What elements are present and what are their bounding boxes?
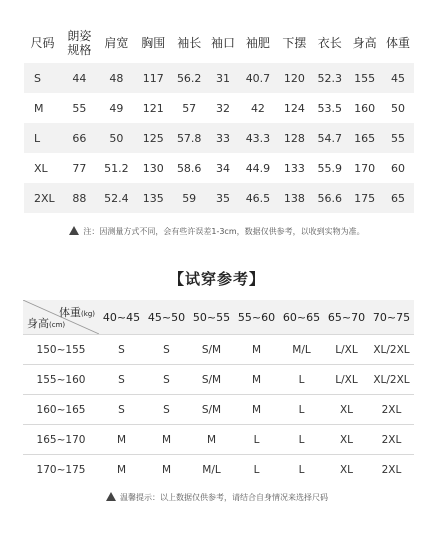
size-cell: L [24,123,61,153]
recommended-size-cell: XL [324,424,369,454]
size-cell: 58.6 [172,153,207,183]
size-row [24,183,414,213]
size-cell: 35 [207,183,240,213]
recommended-size-cell: M [234,334,279,364]
size-cell: 55 [382,123,414,153]
size-cell: 53.5 [312,93,347,123]
size-cell: 125 [135,123,172,153]
size-cell: 56.6 [312,183,347,213]
size-cell: 45 [382,63,414,93]
recommended-size-cell: L [279,424,324,454]
size-header-cell: 袖长 [177,35,202,50]
try-row [23,424,414,454]
size-cell: 65 [382,183,414,213]
size-cell: 40.7 [239,63,276,93]
recommended-size-cell: L [279,364,324,394]
recommended-size-cell: 2XL [369,394,414,424]
recommended-size-cell: S/M [189,364,234,394]
recommended-size-cell: M [144,454,189,484]
recommended-size-cell: L [234,424,279,454]
recommended-size-cell: S [99,364,144,394]
size-cell: 44.9 [239,153,276,183]
size-cell: 32 [207,93,240,123]
size-cell: 77 [61,153,98,183]
size-cell: 128 [276,123,312,153]
size-table-body [24,63,414,213]
weight-header-cell: 60~65 [279,300,324,334]
size-cell: 121 [135,93,172,123]
size-cell: 59 [172,183,207,213]
recommended-size-cell: XL/2XL [369,364,414,394]
recommended-size-cell: L/XL [324,334,369,364]
size-header-cell: 袖肥 [245,35,270,50]
recommended-size-cell: M [99,424,144,454]
recommended-size-cell: M/L [189,454,234,484]
size-cell: 52.3 [312,63,347,93]
recommended-size-cell: M [234,364,279,394]
recommended-size-cell: S [99,394,144,424]
recommended-size-cell: XL/2XL [369,334,414,364]
corner-weight-label: 体重(kg) [59,306,95,319]
size-cell: 52.4 [98,183,135,213]
size-cell: 165 [347,123,382,153]
size-cell: 170 [347,153,382,183]
size-cell: 46.5 [239,183,276,213]
recommended-size-cell: M [189,424,234,454]
size-cell: 155 [347,63,382,93]
try-on-table [23,300,414,484]
recommended-size-cell: L [279,394,324,424]
size-cell: S [24,63,61,93]
size-cell: 60 [382,153,414,183]
size-cell: 50 [98,123,135,153]
size-cell: 175 [347,183,382,213]
size-cell: 49 [98,93,135,123]
recommended-size-cell: M/L [279,334,324,364]
size-header-cell: 尺码 [30,35,55,50]
height-range-cell: 170~175 [23,454,99,484]
recommended-size-cell: S [144,394,189,424]
size-header-cell: 衣长 [317,35,342,50]
try-row [23,394,414,424]
size-cell: 135 [135,183,172,213]
size-cell: 55.9 [312,153,347,183]
height-range-cell: 155~160 [23,364,99,394]
size-cell: 138 [276,183,312,213]
weight-header-cell: 45~50 [144,300,189,334]
size-row [24,153,414,183]
size-header-cell: 袖口 [211,35,236,50]
try-row [23,364,414,394]
recommended-size-cell: XL [324,454,369,484]
size-cell: M [24,93,61,123]
weight-header-cell: 40~45 [99,300,144,334]
size-cell: 48 [98,63,135,93]
section-title: 【试穿参考】 [168,270,265,288]
size-cell: 54.7 [312,123,347,153]
size-cell: 124 [276,93,312,123]
recommended-size-cell: 2XL [369,424,414,454]
size-cell: 50 [382,93,414,123]
size-header-cell: 朗姿规格 [67,28,92,57]
weight-header-cell: 65~70 [324,300,369,334]
height-range-cell: 150~155 [23,334,99,364]
weight-header-cell: 70~75 [369,300,414,334]
weight-header-cell: 55~60 [234,300,279,334]
size-cell: 2XL [24,183,61,213]
size-header-cell: 胸围 [141,35,166,50]
recommended-size-cell: M [144,424,189,454]
recommended-size-cell: M [99,454,144,484]
size-cell: 43.3 [239,123,276,153]
size-cell: 51.2 [98,153,135,183]
size-cell: 33 [207,123,240,153]
measurement-note: 注：因测量方式不同，会有些许误差1-3cm，数据仅供参考，以收到实物为准。 [0,226,434,237]
warning-triangle-icon [69,226,79,235]
height-range-cell: 165~170 [23,424,99,454]
size-cell: 133 [276,153,312,183]
recommended-size-cell: L [234,454,279,484]
recommended-size-cell: L/XL [324,364,369,394]
corner-height-label: 身高(cm) [27,317,66,330]
recommended-size-cell: S/M [189,394,234,424]
size-row [24,93,414,123]
size-cell: 42 [239,93,276,123]
size-table-header [24,22,414,63]
size-header-cell: 身高 [352,35,377,50]
size-cell: 56.2 [172,63,207,93]
try-row [23,334,414,364]
size-cell: 55 [61,93,98,123]
recommended-size-cell: L [279,454,324,484]
size-cell: 160 [347,93,382,123]
recommended-size-cell: 2XL [369,454,414,484]
warning-triangle-icon [106,492,116,501]
size-cell: 31 [207,63,240,93]
recommended-size-cell: S [144,364,189,394]
corner-cell [23,300,99,334]
size-table [24,22,414,213]
size-header-cell: 体重 [386,35,411,50]
try-table-header [23,300,414,334]
try-table-body [23,334,414,484]
size-cell: 66 [61,123,98,153]
size-cell: 120 [276,63,312,93]
recommended-size-cell: S [99,334,144,364]
weight-header-cell: 50~55 [189,300,234,334]
size-row [24,63,414,93]
size-cell: 34 [207,153,240,183]
size-cell: 130 [135,153,172,183]
size-cell: 117 [135,63,172,93]
size-header-cell: 肩宽 [104,35,129,50]
try-row [23,454,414,484]
size-cell: 57 [172,93,207,123]
height-range-cell: 160~165 [23,394,99,424]
size-cell: 44 [61,63,98,93]
size-cell: 57.8 [172,123,207,153]
recommended-size-cell: M [234,394,279,424]
size-row [24,123,414,153]
size-header-cell: 下摆 [282,35,307,50]
size-cell: XL [24,153,61,183]
recommended-size-cell: S/M [189,334,234,364]
tip-note: 温馨提示：以上数据仅供参考，请结合自身情况来选择尺码 [0,492,434,503]
recommended-size-cell: XL [324,394,369,424]
recommended-size-cell: S [144,334,189,364]
size-cell: 88 [61,183,98,213]
